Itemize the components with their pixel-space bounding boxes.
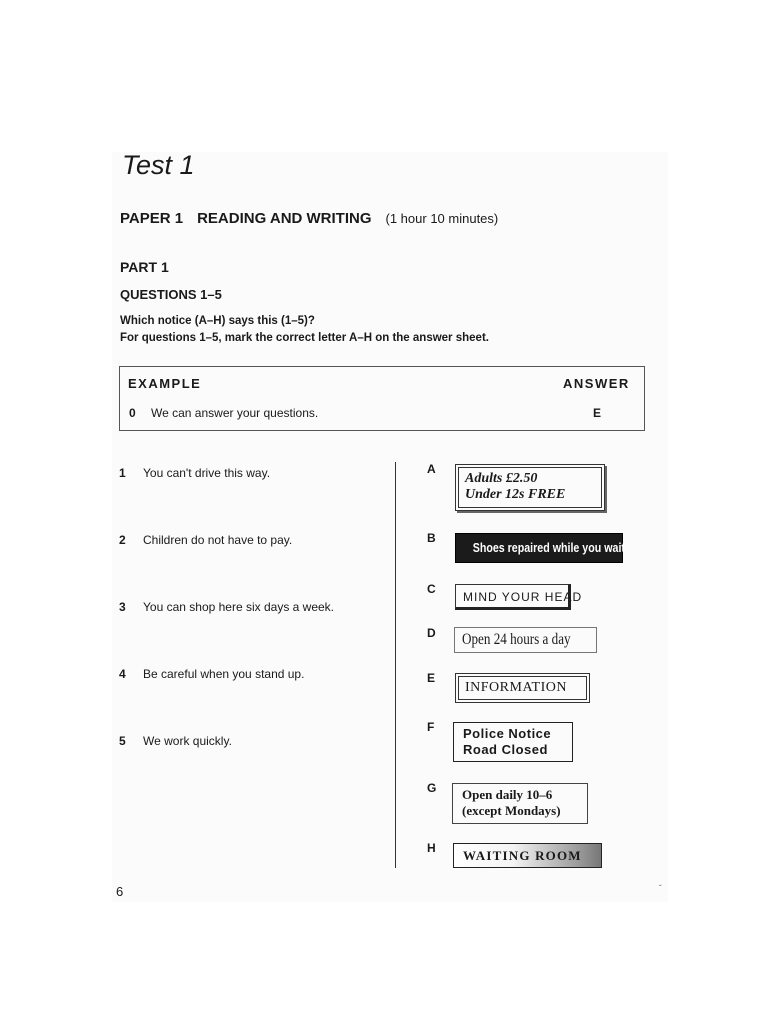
paper-duration: (1 hour 10 minutes) — [385, 211, 499, 226]
notice-e-text: INFORMATION — [465, 680, 567, 695]
notice-letter: A — [427, 462, 436, 476]
question-number: 2 — [119, 533, 126, 547]
notice-c-text: MIND YOUR HEAD — [463, 590, 583, 604]
notice-g-line-1: Open daily 10–6 — [462, 787, 553, 802]
notice-a-line-2: Under 12s FREE — [465, 487, 566, 502]
question-text: Be careful when you stand up. — [143, 667, 305, 681]
notice-b-text: Shoes repaired while you wait — [472, 540, 625, 555]
example-number: 0 — [129, 406, 136, 420]
notice-e — [455, 673, 590, 703]
notice-d — [454, 627, 597, 653]
column-divider — [395, 462, 396, 868]
paper-label: PAPER 1 — [120, 210, 184, 227]
notice-letter: D — [427, 626, 436, 640]
notice-letter: F — [427, 720, 435, 734]
question-text: Children do not have to pay. — [143, 533, 293, 547]
question-text: You can shop here six days a week. — [143, 600, 335, 614]
question-number: 5 — [119, 734, 126, 748]
notice-f — [453, 722, 573, 762]
notice-a — [455, 464, 605, 511]
instruction-line-1: Which notice (A–H) says this (1–5)? — [120, 315, 315, 327]
part-heading: PART 1 — [120, 259, 169, 275]
notice-h — [453, 843, 602, 868]
question-number: 4 — [119, 667, 126, 681]
example-label: EXAMPLE — [128, 376, 202, 391]
corner-mark: ˇ — [659, 884, 662, 893]
notice-c — [455, 584, 583, 610]
question-number: 1 — [119, 466, 126, 480]
notice-letter: C — [427, 582, 436, 596]
paper-heading — [120, 210, 498, 227]
notice-letter: G — [427, 781, 437, 795]
page-number: 6 — [116, 884, 124, 899]
example-text: We can answer your questions. — [151, 406, 319, 420]
notice-a-line-1: Adults £2.50 — [465, 471, 538, 486]
notice-g-line-2: (except Mondays) — [462, 803, 561, 818]
notice-letter: H — [427, 841, 436, 855]
notice-d-text: Open 24 hours a day — [462, 631, 571, 648]
example-answer: E — [593, 406, 602, 420]
questions-heading: QUESTIONS 1–5 — [120, 287, 222, 302]
notice-letter: E — [427, 671, 436, 685]
test-title: Test 1 — [122, 150, 195, 180]
paper-name: READING AND WRITING — [197, 210, 372, 227]
notice-f-line-2: Road Closed — [463, 742, 548, 757]
notice-g — [452, 783, 588, 824]
question-text: We work quickly. — [143, 734, 232, 748]
answer-label: ANSWER — [563, 376, 630, 391]
question-number: 3 — [119, 600, 126, 614]
question-text: You can't drive this way. — [143, 466, 271, 480]
instruction-line-2: For questions 1–5, mark the correct letter A–H on the answer sheet. — [120, 332, 489, 344]
notice-letter: B — [427, 531, 436, 545]
notice-f-line-1: Police Notice — [463, 726, 552, 741]
notice-b — [455, 533, 623, 563]
notice-h-text: WAITING ROOM — [463, 848, 582, 863]
